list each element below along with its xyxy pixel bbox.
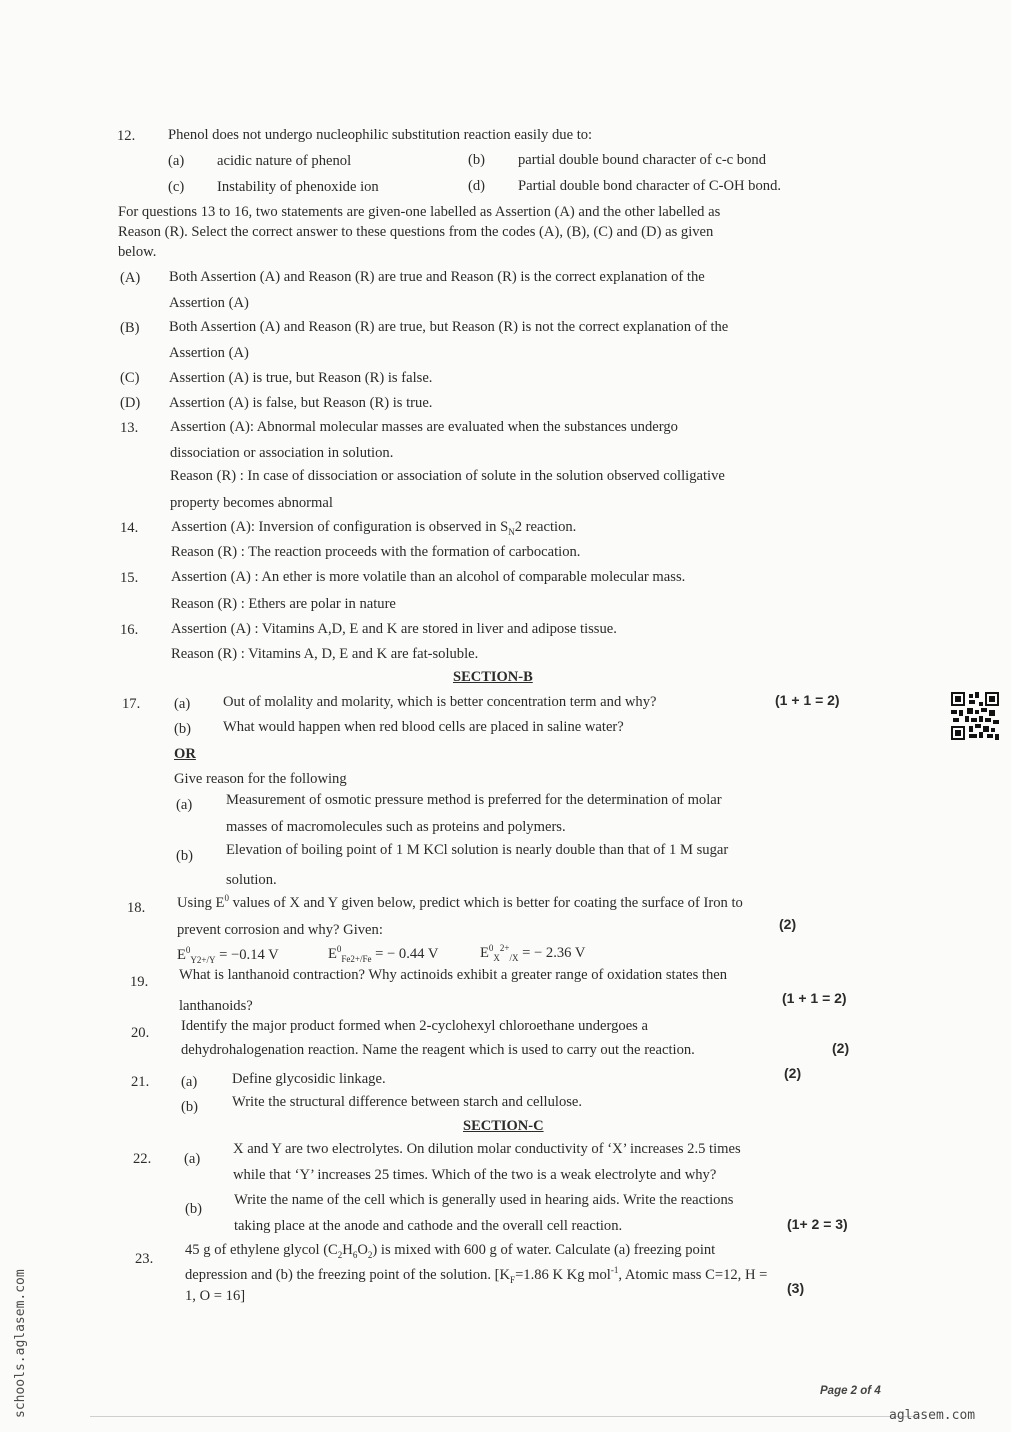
code-b-line-2: Assertion (A) [169, 345, 249, 361]
q12-option-a-label: (a) [168, 153, 185, 169]
q15-number: 15. [120, 570, 139, 586]
q13-line-1: Assertion (A): Abnormal molecular masses are evaluated when the substances undergo [170, 419, 678, 435]
instructions-line-2: Reason (R). Select the correct answer to these questions from the codes (A), (B), (C) and (D) as given [118, 224, 714, 240]
q15-line-2: Reason (R) : Ethers are polar in nature [171, 596, 396, 612]
watermark-site: aglasem.com [889, 1408, 976, 1423]
q21-a-label: (a) [181, 1074, 198, 1090]
q13-line-2: dissociation or association in solution. [170, 445, 394, 461]
q18-line-2: prevent corrosion and why? Given: [177, 922, 383, 938]
q21-b-text: Write the structural difference between starch and cellulose. [232, 1094, 583, 1110]
q20-line-1: Identify the major product formed when 2-cyclohexyl chloroethane undergoes a [181, 1018, 648, 1034]
code-a-label: (A) [120, 270, 141, 286]
q12-option-b-label: (b) [468, 152, 486, 168]
q22-marks: (1+ 2 = 3) [787, 1216, 848, 1232]
q12-option-b: partial double bound character of c-c bond [518, 152, 766, 168]
q22-b-line-1: Write the name of the cell which is generally used in hearing aids. Write the reactions [234, 1192, 734, 1208]
q17-or-b-line-2: solution. [226, 872, 277, 888]
q17-or-b-label: (b) [176, 848, 194, 864]
q12-option-a: acidic nature of phenol [217, 153, 352, 169]
instructions-line-3: below. [118, 244, 157, 260]
q19-line-1: What is lanthanoid contraction? Why actinoids exhibit a greater range of oxidation states then [179, 967, 728, 983]
q22-a-line-2: while that ‘Y’ increases 25 times. Which of the two is a weak electrolyte and why? [233, 1167, 717, 1183]
q21-marks: (2) [784, 1065, 802, 1081]
q17-or-b-line-1: Elevation of boiling point of 1 M KCl solution is nearly double than that of 1 M sugar [226, 842, 729, 858]
q22-a-label: (a) [184, 1151, 201, 1167]
q19-marks: (1 + 1 = 2) [782, 990, 847, 1006]
code-a-line-2: Assertion (A) [169, 295, 249, 311]
q16-line-2: Reason (R) : Vitamins A, D, E and K are fat-soluble. [171, 646, 479, 662]
section-b-heading: SECTION-B [453, 669, 533, 685]
q23-marks: (3) [787, 1280, 805, 1296]
code-a-line-1: Both Assertion (A) and Reason (R) are true and Reason (R) is the correct explanation of the [169, 269, 705, 285]
q12-option-d-label: (d) [468, 178, 486, 194]
q18-line-1: Using $E^0$ values of X and Y given below, predict which is better for coating the surface of Iron to [177, 893, 743, 911]
q17-or-a-line-2: masses of macromolecules such as proteins and polymers. [226, 819, 566, 835]
q23-line-2: depression and (b) the freezing point of the solution. [$K_F=1.86$ K Kg mol$^{-1}$, Atomic mass C=12, H = [185, 1265, 768, 1285]
q12-text: Phenol does not undergo nucleophilic substitution reaction easily due to: [168, 127, 593, 143]
q14-line-2: Reason (R) : The reaction proceeds with the formation of carbocation. [171, 544, 581, 560]
q17-give-reason: Give reason for the following [174, 771, 347, 787]
code-d-text: Assertion (A) is false, but Reason (R) is true. [169, 395, 433, 411]
q13-line-4: property becomes abnormal [170, 495, 333, 511]
q20-number: 20. [131, 1025, 150, 1041]
q16-number: 16. [120, 622, 139, 638]
q19-number: 19. [130, 974, 149, 990]
q17-b-label: (b) [174, 721, 192, 737]
code-d-label: (D) [120, 395, 141, 411]
q22-a-line-1: X and Y are two electrolytes. On dilution molar conductivity of ‘X’ increases 2.5 times [233, 1141, 741, 1157]
q20-marks: (2) [832, 1040, 850, 1056]
section-c-heading: SECTION-C [463, 1118, 544, 1134]
q12-option-d: Partial double bond character of C-OH bond. [518, 178, 782, 194]
q15-line-1: Assertion (A) : An ether is more volatile than an alcohol of comparable molecular mass. [171, 569, 686, 585]
q13-number: 13. [120, 420, 139, 436]
q17-or-a-label: (a) [176, 797, 193, 813]
q16-line-1: Assertion (A) : Vitamins A,D, E and K are stored in liver and adipose tissue. [171, 621, 617, 637]
q21-a-text: Define glycosidic linkage. [232, 1071, 386, 1087]
q18-potential-y: $E^0_{Y2+/Y} = -0.14$ V [177, 945, 279, 965]
q18-potential-x: $E^0_X^{2+}_{/X}$ = − 2.36 V [480, 943, 586, 963]
q22-b-line-2: taking place at the anode and cathode and the overall cell reaction. [234, 1218, 623, 1234]
q17-number: 17. [122, 696, 141, 712]
code-b-line-1: Both Assertion (A) and Reason (R) are true, but Reason (R) is not the correct explanation of the [169, 319, 729, 335]
q23-line-3: 1, O = 16] [185, 1288, 246, 1304]
q23-number: 23. [135, 1251, 154, 1267]
q14-line-1: Assertion (A): Inversion of configuration is observed in $S_N2$ reaction. [171, 519, 577, 537]
q17-b-text: What would happen when red blood cells are placed in saline water? [223, 719, 624, 735]
q17-or: OR [174, 746, 196, 762]
page-number: Page 2 of 4 [820, 1385, 881, 1397]
watermark-side: schools.aglasem.com [13, 1269, 28, 1418]
q17-marks: (1 + 1 = 2) [775, 692, 840, 708]
q20-line-2: dehydrohalogenation reaction. Name the reagent which is used to carry out the reaction. [181, 1042, 695, 1058]
q18-potential-fe: $E^0_{Fe2+/Fe}$ = − 0.44 V [328, 944, 439, 964]
q14-number: 14. [120, 520, 139, 536]
footer-divider [90, 1416, 920, 1417]
instructions-line-1: For questions 13 to 16, two statements are given-one labelled as Assertion (A) and the other labelled as [118, 204, 721, 220]
q19-line-2: lanthanoids? [179, 998, 253, 1014]
q23-line-1: 45 g of ethylene glycol $(C_2H_6O_2)$ is mixed with 600 g of water. Calculate (a) freezing point [185, 1242, 716, 1260]
code-b-label: (B) [120, 320, 140, 336]
q13-line-3: Reason (R) : In case of dissociation or association of solute in the solution observed colligative [170, 468, 725, 484]
q12-option-c: Instability of phenoxide ion [217, 179, 379, 195]
q18-number: 18. [127, 900, 146, 916]
q17-a-text: Out of molality and molarity, which is better concentration term and why? [223, 694, 657, 710]
q12-number: 12. [117, 128, 136, 144]
q12-option-c-label: (c) [168, 179, 185, 195]
q17-a-label: (a) [174, 696, 191, 712]
qr-code-icon [951, 692, 999, 740]
q17-or-a-line-1: Measurement of osmotic pressure method is preferred for the determination of molar [226, 792, 722, 808]
q18-marks: (2) [779, 916, 797, 932]
q21-b-label: (b) [181, 1099, 199, 1115]
q22-b-label: (b) [185, 1201, 203, 1217]
q21-number: 21. [131, 1074, 150, 1090]
code-c-text: Assertion (A) is true, but Reason (R) is false. [169, 370, 433, 386]
code-c-label: (C) [120, 370, 140, 386]
q22-number: 22. [133, 1151, 152, 1167]
